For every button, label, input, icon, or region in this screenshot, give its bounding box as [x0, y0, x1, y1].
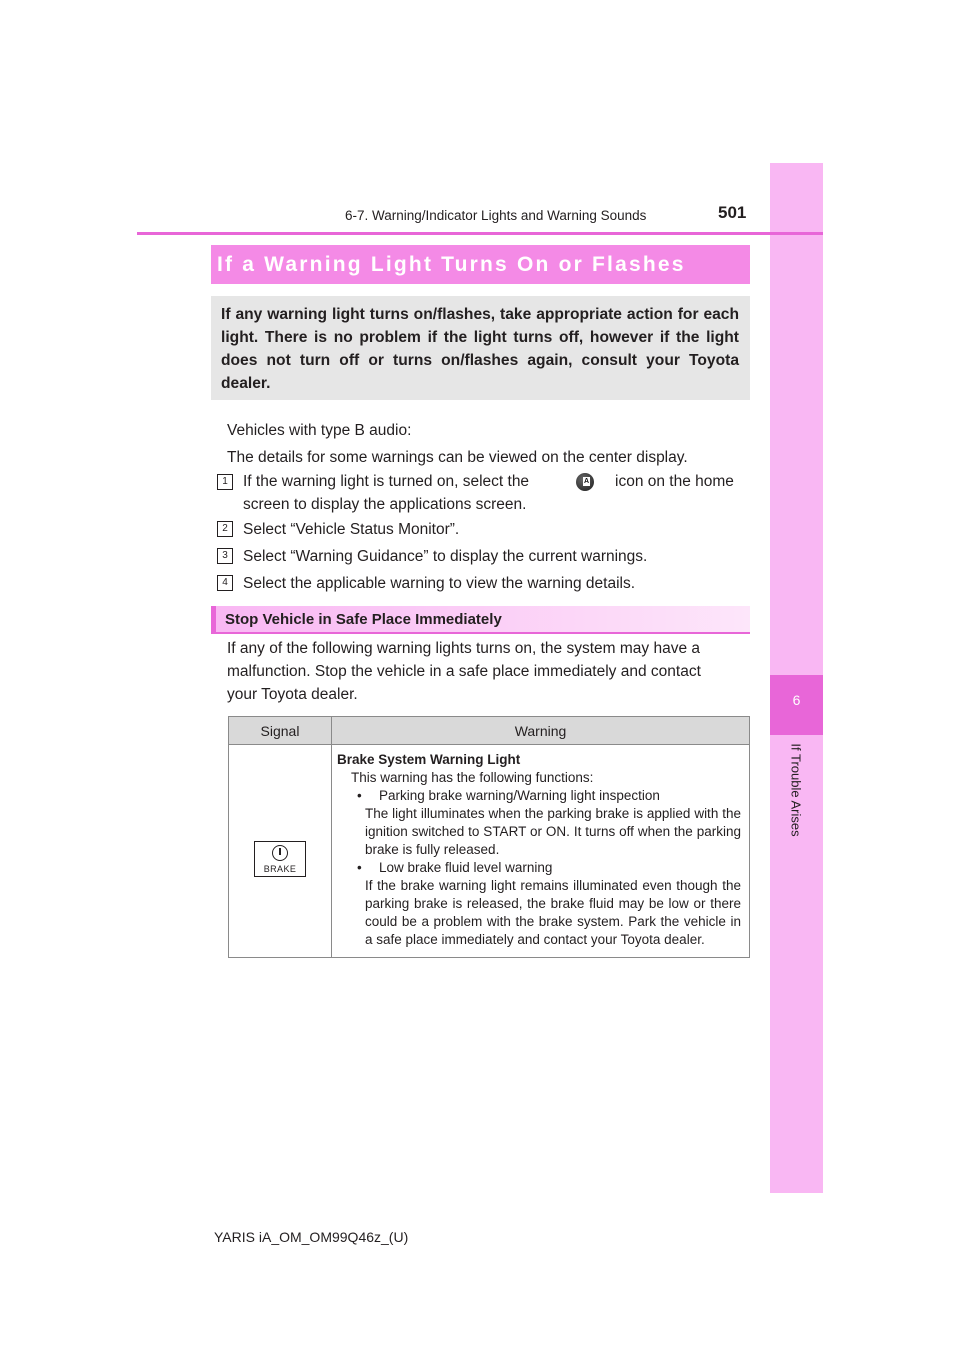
subsection-text-line-3: your Toyota dealer. — [227, 686, 358, 703]
section-heading: 6-7. Warning/Indicator Lights and Warning Sounds — [345, 208, 647, 223]
applications-icon-glyph: A — [583, 478, 590, 485]
warning-name: Brake System Warning Light — [337, 752, 521, 767]
step-1-text-before: If the warning light is turned on, select the — [243, 473, 530, 490]
page-title-bar — [211, 245, 750, 284]
brake-icon-ring — [272, 845, 288, 861]
chapter-title: If Trouble Arises — [788, 743, 804, 837]
table-row — [229, 745, 750, 958]
warning-item-2 — [337, 859, 741, 877]
bullet-mark: • — [357, 788, 362, 803]
table-header-signal: Signal — [229, 717, 332, 745]
warning-item-1 — [337, 787, 741, 805]
intro-box — [211, 296, 750, 400]
subsection-title: Stop Vehicle in Safe Place Immediately — [225, 611, 502, 628]
warning-description: This warning has the following functions: — [351, 770, 594, 785]
warning-item-2-title: Low brake fluid level warning — [379, 860, 553, 875]
type-b-description: The details for some warnings can be viewed on the center display. — [227, 449, 688, 466]
bullet-mark: • — [357, 860, 362, 875]
header-rule — [137, 232, 823, 235]
warning-item-1-title: Parking brake warning/Warning light inspection — [379, 788, 660, 803]
step-2-text: Select “Vehicle Status Monitor”. — [243, 521, 460, 538]
step-number-2: 2 — [217, 521, 233, 537]
brake-warning-icon — [254, 841, 306, 877]
signal-cell — [229, 745, 332, 958]
step-1-text-line2: screen to display the applications screen. — [243, 496, 527, 513]
footer-document-code: YARIS iA_OM_OM99Q46z_(U) — [214, 1229, 409, 1245]
subsection-text-line-1: If any of the following warning lights turns on, the system may have a — [227, 640, 700, 657]
warning-cell — [332, 745, 750, 958]
chapter-number: 6 — [792, 692, 801, 708]
step-number-1: 1 — [217, 474, 233, 490]
page-title: If a Warning Light Turns On or Flashes — [217, 252, 686, 276]
applications-icon — [576, 473, 594, 491]
step-1-text-after: icon on the home — [615, 473, 734, 490]
table-header-row — [229, 717, 750, 745]
step-number-3: 3 — [217, 548, 233, 564]
intro-text: If any warning light turns on/flashes, take appropriate action for each light. There is no problem if the light turns off, however if the light does not turn off or turns on/flashes again, consult your Toyota dealer. — [221, 306, 739, 392]
page-number: 501 — [718, 203, 747, 222]
warning-item-2-body: If the brake warning light remains illuminated even though the parking brake is released, the brake fluid may be low or there could be a problem with the brake system. Park the vehicle in a safe place immediately and contact your Toyota dealer. — [365, 878, 741, 947]
step-4-text: Select the applicable warning to view the warning details. — [243, 575, 636, 592]
warning-item-1-body: The light illuminates when the parking brake is applied with the ignition switched to START or ON. It turns off when the parking brake is fully released. — [365, 806, 741, 857]
subsection-text-line-2: malfunction. Stop the vehicle in a safe place immediately and contact — [227, 663, 701, 680]
step-3-text: Select “Warning Guidance” to display the current warnings. — [243, 548, 648, 565]
type-b-label: Vehicles with type B audio: — [227, 422, 412, 439]
step-number-4: 4 — [217, 575, 233, 591]
brake-icon-label: BRAKE — [263, 864, 297, 874]
table-header-warning: Warning — [332, 717, 750, 745]
subsection-heading — [211, 606, 750, 634]
warning-lights-table — [228, 716, 750, 958]
